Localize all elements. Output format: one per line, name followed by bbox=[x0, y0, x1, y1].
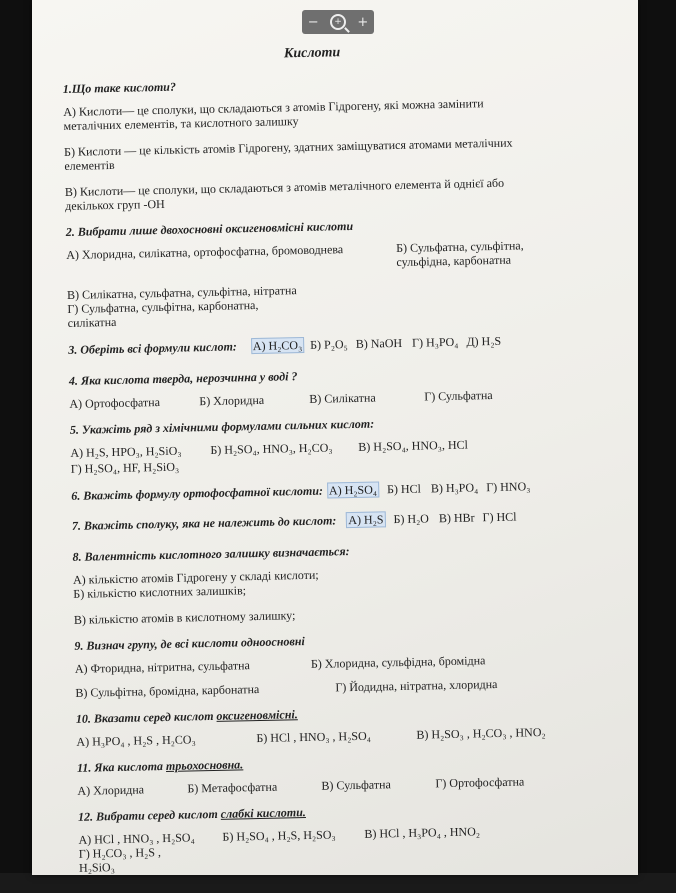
question-9 bbox=[74, 629, 555, 700]
option-a: А) HCl , HNO₃ , H₂SO₄ bbox=[78, 830, 195, 847]
question-title: 5. Укажіть ряд з хімічними формулами сильних кислот: bbox=[69, 416, 375, 437]
question-title-keyword: слабкі кислоти. bbox=[220, 805, 306, 821]
option-c: В) Силікатна bbox=[309, 390, 376, 406]
option-a: А) H₂SO₄ bbox=[327, 481, 379, 498]
question-title: 7. Вкажіть сполуку, яка не належить до кислот: bbox=[71, 513, 337, 533]
option-b: Б) HCl bbox=[386, 481, 422, 497]
option-a: А) кількістю атомів Гідрогену у складі кислоти; bbox=[72, 567, 319, 587]
option-b: Б) P₂O₅ bbox=[310, 337, 348, 352]
question-title-prefix: 10. Вказати серед кислот bbox=[75, 708, 217, 726]
question-title: 4. Яка кислота тверда, нерозчинна у воді ? bbox=[68, 369, 298, 388]
option-d: Г) Йодидна, нітратна, хлоридна bbox=[335, 677, 498, 695]
question-title-prefix: 11. Яка кислота bbox=[76, 758, 167, 775]
option-a: А) H₂CO₃ bbox=[251, 337, 305, 354]
question-5 bbox=[70, 413, 551, 476]
option-c: В) H₂SO₃ , H₂CO₃ , HNO₂ bbox=[416, 725, 546, 742]
option-b: Б) Метафосфатна bbox=[187, 779, 278, 796]
option-c: В) Силікатна, сульфатна, сульфітна, нітратна bbox=[66, 283, 297, 302]
zoom-magnifier-glyph: + bbox=[334, 17, 342, 27]
option-d: Г) HNO₃ bbox=[486, 479, 531, 495]
question-12 bbox=[78, 800, 559, 875]
option-a: А) Хлоридна, силікатна, ортофосфатна, бромоводнева bbox=[66, 242, 344, 262]
question-2 bbox=[66, 215, 548, 330]
option-b: Б) H₂SO₄, HNO₃, H₂CO₃ bbox=[210, 440, 333, 457]
question-3 bbox=[68, 332, 548, 358]
option-d: Г) H₂SO₄, HF, H₂SiO₃ bbox=[70, 459, 180, 476]
question-4 bbox=[69, 364, 550, 411]
option-c: В) H₃PO₄ bbox=[430, 480, 479, 496]
zoom-toolbar bbox=[302, 10, 374, 34]
question-8 bbox=[72, 540, 554, 627]
option-d: Г) H₃PO₄ bbox=[411, 334, 459, 350]
option-d: Г) Ортофосфатна bbox=[435, 774, 525, 791]
option-c: В) HBr bbox=[438, 510, 475, 526]
option-c: В) Сульфатна bbox=[321, 777, 391, 793]
zoom-magnifier-icon[interactable] bbox=[330, 14, 346, 30]
question-1 bbox=[63, 72, 546, 213]
question-title: 8. Валентність кислотного залишку визначається: bbox=[72, 544, 350, 564]
option-d: Г) HCl bbox=[482, 509, 517, 525]
option-b: Б) Хлоридна bbox=[199, 392, 265, 409]
question-title: 3. Оберіть всі формули кислот: bbox=[68, 339, 237, 357]
question-title bbox=[76, 702, 556, 726]
question-title: 6. Вкажіть формулу ортофосфатної кислоти: bbox=[71, 483, 324, 503]
option-c: В) кількістю атомів в кислотному залишку; bbox=[73, 608, 296, 627]
option-a: А) H₂S bbox=[346, 511, 386, 528]
question-6 bbox=[71, 478, 551, 504]
question-11 bbox=[77, 751, 558, 798]
option-c: В) H₂SO₄, HNO₃, HCl bbox=[358, 437, 469, 454]
question-title: 1.Що таке кислоти? bbox=[62, 79, 177, 96]
option-a: А) Ортофосфатна bbox=[69, 395, 161, 411]
option-a: А) Кислоти— це сполуки, що складаються з атомів Гідрогену, які можна замінити металічних елементів, та кислотного залишку bbox=[63, 96, 484, 133]
paper-sheet bbox=[32, 0, 638, 875]
option-b: Б) Сульфатна, сульфітна, сульфідна, карбонатна bbox=[396, 238, 524, 270]
question-title bbox=[78, 800, 558, 824]
question-title: 9. Визнач групу, де всі кислоти одноосновні bbox=[74, 634, 305, 653]
option-b: Б) Кислоти — це кількість атомів Гідрогену, здатних заміщуватися атомами металічних елементів bbox=[63, 135, 513, 173]
option-a: А) Фторидна, нітритна, сульфатна bbox=[74, 658, 250, 676]
option-b: Б) HCl , HNO₃ , H₂SO₄ bbox=[256, 728, 371, 746]
option-a: А) Хлоридна bbox=[77, 782, 145, 798]
zoom-in-button[interactable]: + bbox=[357, 14, 369, 30]
option-d: Г) H₂CO₃ , H₂S , H₂SiO₃ bbox=[78, 845, 162, 875]
zoom-out-button[interactable]: − bbox=[307, 14, 319, 30]
document-content bbox=[62, 42, 559, 881]
option-d: Г) Сульфатна bbox=[424, 388, 493, 404]
option-b: Б) H₂O bbox=[393, 511, 430, 527]
option-c: В) HCl , H₃PO₄ , HNO₂ bbox=[364, 824, 481, 841]
question-title bbox=[77, 751, 557, 775]
document-title: Кислоти bbox=[283, 45, 341, 62]
option-e: Д) H₂S bbox=[466, 333, 502, 349]
question-title-keyword: трьохосновна. bbox=[165, 757, 244, 773]
question-title: 2. Вибрати лише двохосновні оксигеновмісні кислоти bbox=[65, 218, 354, 239]
option-b: Б) кількістю кислотних залишків; bbox=[73, 583, 247, 601]
question-title-keyword: оксигеновмісні. bbox=[216, 707, 298, 723]
option-c: В) Кислоти— це сполуки, що складаються з атомів металічного елемента й однієї або декількох груп -ОН bbox=[64, 175, 505, 213]
option-a: А) H₂S, HPO₃, H₂SiO₃ bbox=[70, 443, 182, 460]
question-7 bbox=[72, 508, 552, 534]
option-b: Б) H₂SO₄ , H₂S, H₂SO₃ bbox=[222, 827, 336, 844]
option-b: Б) Хлоридна, сульфідна, бромідна bbox=[310, 653, 486, 671]
question-title-prefix: 12. Вибрати серед кислот bbox=[77, 806, 221, 824]
option-d: Г) Сульфатна, сульфітна, карбонатна, силікатна bbox=[67, 297, 259, 330]
option-c: В) Сульфітна, бромідна, карбонатна bbox=[75, 682, 260, 700]
option-c: В) NaOH bbox=[355, 335, 403, 351]
question-10 bbox=[76, 702, 557, 749]
option-a: А) H₃PO₄ , H₂S , H₂CO₃ bbox=[76, 732, 196, 749]
